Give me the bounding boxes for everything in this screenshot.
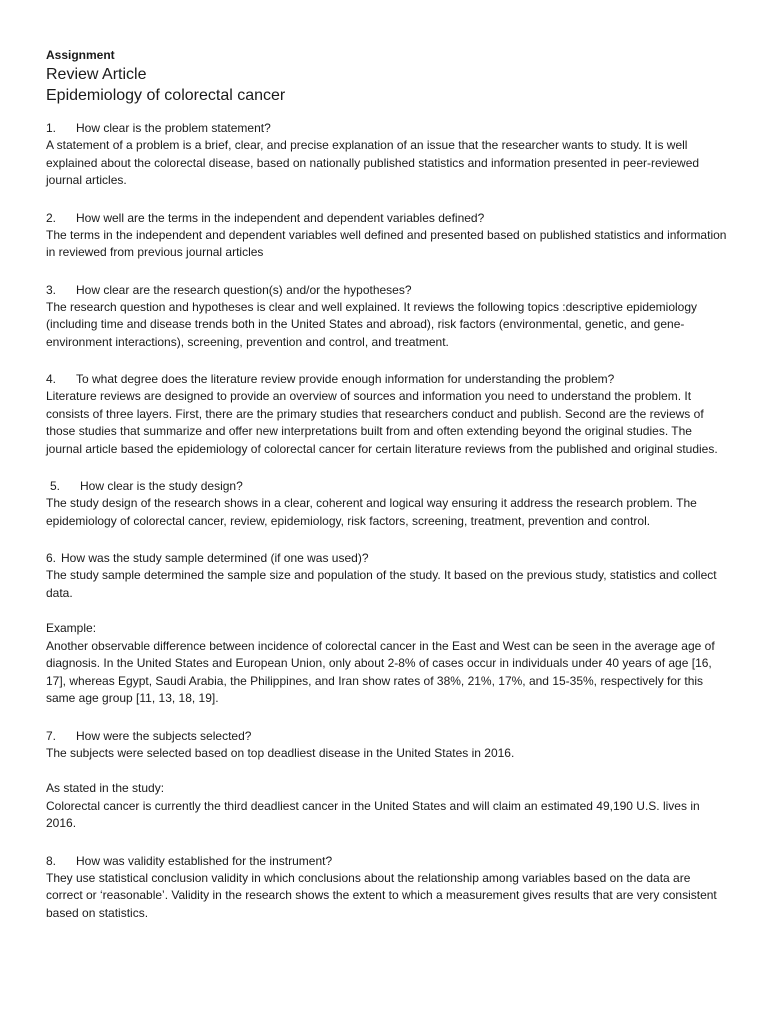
question-text: How clear is the study design? [80, 479, 243, 493]
question-block-1 [46, 120, 730, 190]
question-text: How was the study sample determined (if one was used)? [61, 551, 369, 565]
question-block-6 [46, 550, 730, 708]
assignment-label: Assignment [46, 48, 115, 62]
question-text: To what degree does the literature review provide enough information for understanding the problem? [76, 372, 615, 386]
question-heading [46, 478, 730, 495]
answer-text: They use statistical conclusion validity in which conclusions about the relationship among variables based on the data are correct or ‘reasonable’. Validity in the research shows the extent to which a measurement gives results that are very consistent based on statistics. [46, 870, 717, 920]
quote-text: Colorectal cancer is currently the third deadliest cancer in the United States and will claim an estimated 49,190 U.S. lives in 2016. [46, 798, 700, 830]
answer-text: The subjects were selected based on top deadliest disease in the United States in 2016. [46, 745, 515, 760]
question-heading [46, 550, 730, 567]
example-text: Another observable difference between incidence of colorectal cancer in the East and West can be seen in the average age of diagnosis. In the United States and European Union, only about 2-8% of cases occur in individuals under 40 years of age [16, 17], whereas Egypt, Saudi Arabia, the Philippines, and Iran show rates of 38%, 21%, 17%, and 15-35%, respectively for this same age group [11, 13, 18, 19]. [46, 638, 715, 705]
document-title: Epidemiology of colorectal cancer [46, 87, 286, 104]
question-block-8 [46, 853, 730, 923]
question-text: How well are the terms in the independent and dependent variables defined? [76, 210, 485, 225]
question-heading [46, 728, 730, 745]
review-article-title: Review Article [46, 66, 147, 83]
answer-text: The study sample determined the sample size and population of the study. It based on the previous study, statistics and collect data. [46, 568, 717, 600]
question-text: How was validity established for the instrument? [76, 853, 333, 868]
answer-text: The study design of the research shows in a clear, coherent and logical way ensuring it address the research problem. The epidemiology of colorectal cancer, review, epidemiology, risk factors, screening, treatment, prevention and control. [46, 496, 697, 528]
question-heading [46, 120, 730, 137]
answer-text: A statement of a problem is a brief, clear, and precise explanation of an issue that the researcher wants to study. It is well explained about the colorectal disease, based on nationally published statistics and information presented in peer-reviewed journal articles. [46, 138, 700, 187]
question-number: 6. [46, 551, 57, 565]
question-number: 8. [46, 853, 57, 868]
question-text: How clear are the research question(s) and/or the hypotheses? [76, 282, 412, 297]
quote-label: As stated in the study: [46, 781, 165, 795]
document-content [46, 46, 730, 922]
question-number: 1. [46, 121, 57, 135]
question-block-7 [46, 728, 730, 833]
question-block-2 [46, 210, 730, 262]
question-number: 7. [46, 728, 57, 743]
question-number: 4. [46, 372, 57, 386]
question-number: 3. [46, 282, 57, 297]
question-heading [46, 853, 730, 870]
question-block-3 [46, 282, 730, 352]
answer-text: The research question and hypotheses is clear and well explained. It reviews the following topics :descriptive epidemiology (including time and disease trends both in the United States and abroad), risk factors (environmental, genetic, and gene-environment interactions), screening, prevention and control, and treatment. [46, 299, 698, 349]
answer-text: Literature reviews are designed to provide an overview of sources and information you need to understand the problem. It consists of three layers. First, there are the primary studies that researchers conduct and publish. Second are the reviews of those studies that summarize and offer new interpretations built from and often extending beyond the original studies. The journal article based the epidemiology of colorectal cancer for certain literature reviews from the published and original studies. [46, 389, 718, 456]
question-number: 5. [50, 479, 61, 493]
example-label: Example: [46, 621, 97, 635]
question-text: How clear is the problem statement? [76, 121, 271, 135]
question-heading [46, 210, 730, 227]
answer-text: The terms in the independent and dependent variables well defined and presented based on published statistics and information in reviewed from previous journal articles [46, 227, 727, 259]
question-heading [46, 282, 730, 299]
question-block-5 [46, 478, 730, 530]
question-text: How were the subjects selected? [76, 728, 252, 743]
question-block-4 [46, 371, 730, 458]
question-number: 2. [46, 210, 57, 225]
question-heading [46, 371, 730, 388]
